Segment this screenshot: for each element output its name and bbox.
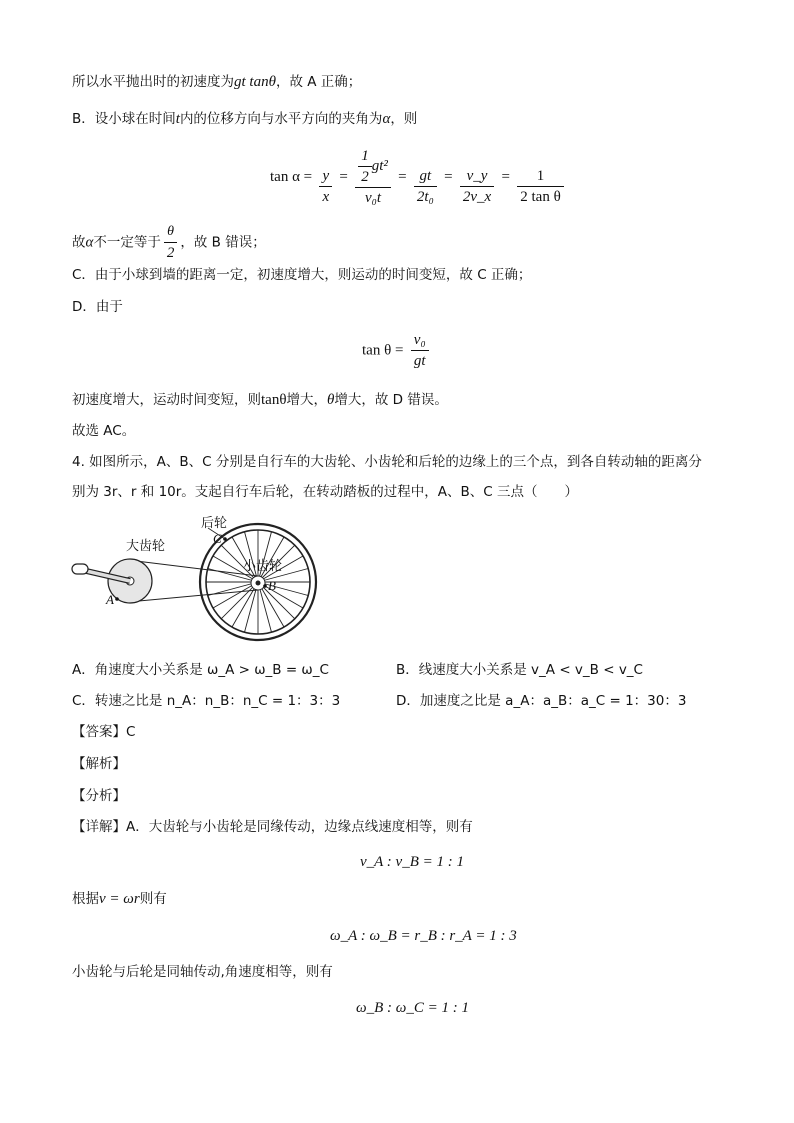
text: ，则 <box>390 111 418 127</box>
gt-squared: gt² <box>371 157 388 174</box>
num <box>355 146 391 188</box>
eq-lhs: tan α = <box>270 169 313 185</box>
text: 所以水平抛出时的初速度为 <box>72 74 234 90</box>
text-line-2 <box>72 109 417 129</box>
num: gt <box>414 166 437 187</box>
den: x <box>322 188 330 205</box>
answer-line <box>72 722 135 742</box>
text: 则有 <box>139 891 167 907</box>
frac-1-over-2tan <box>517 166 564 207</box>
label-rear-wheel: 后轮 <box>201 515 228 530</box>
den: 2 <box>166 245 175 261</box>
question-4-line-1: 4. 如图所示，A、B、C 分别是自行车的大齿轮、小齿轮和后轮的边缘上的三个点，到各自转动轴的距离分 <box>72 454 702 470</box>
option-c: C．转速之比是 n_A：n_B：n_C = 1：3：3 <box>72 693 341 709</box>
num: v₀ <box>411 330 429 351</box>
frac-half <box>358 146 372 187</box>
question-4-line-2: 别为 3r、r 和 10r。支起自行车后轮，在转动踏板的过程中，A、B、C 三点（ ） <box>72 484 579 500</box>
den: gt <box>413 353 426 369</box>
frac-y-x <box>319 166 332 207</box>
den: 2 <box>361 169 369 185</box>
den: 2t₀ <box>416 188 434 205</box>
eq-sign: = <box>339 169 348 185</box>
math-inline: α <box>382 111 391 127</box>
frac-vy-over-2vx <box>460 166 494 207</box>
math-inline: t <box>175 111 180 127</box>
label-point-c: C <box>213 531 222 546</box>
analysis-tag: 【解析】 <box>72 756 126 772</box>
text-line-3 <box>72 222 266 263</box>
label-point-b: B <box>268 578 276 593</box>
eq-sign: = <box>444 169 453 185</box>
num: θ <box>164 222 178 243</box>
text: B．设小球在时间 <box>72 111 176 127</box>
coaxial-line: 小齿轮与后轮是同轴传动,角速度相等，则有 <box>72 964 333 980</box>
den: 2v_x <box>462 188 492 205</box>
equation-omega-ratio: ω_A : ω_B = r_B : r_A = 1 : 3 <box>330 928 517 944</box>
equation-omega-b-c: ω_B : ω_C = 1 : 1 <box>356 1000 469 1016</box>
frac-half-gt2-over-v0t <box>355 146 391 208</box>
fenxi-tag: 【分析】 <box>72 788 126 804</box>
text: ，故 A 正确； <box>275 74 362 90</box>
text-line-7: 故选 AC。 <box>72 423 136 439</box>
answer-tag: 【答案】 <box>72 724 126 740</box>
eq-sign: = <box>501 169 510 185</box>
math-inline: gt tanθ <box>234 74 276 90</box>
bicycle-gear-figure <box>68 512 328 652</box>
frac-gt-over-2t0 <box>414 166 437 207</box>
math-inline: θ <box>327 392 335 408</box>
detail-text: A．大齿轮与小齿轮是同缘传动，边缘点线速度相等，则有 <box>126 819 473 835</box>
num: 1 <box>358 146 372 167</box>
text-line-1 <box>72 72 361 92</box>
detail-line <box>72 817 473 837</box>
num: v_y <box>460 166 494 187</box>
label-small-gear: 小齿轮 <box>243 558 283 573</box>
text: 初速度增大，运动时间变短，则 <box>72 392 261 408</box>
label-point-a: A <box>106 592 114 607</box>
text-line-4: C．由于小球到墙的距离一定，初速度增大，则运动的时间变短，故 C 正确； <box>72 267 532 283</box>
math-inline: α <box>85 234 94 251</box>
text: 根据 <box>72 891 99 907</box>
eq-sign: = <box>398 169 407 185</box>
option-b: B．线速度大小关系是 v_A < v_B < v_C <box>396 662 643 678</box>
basis-line <box>72 889 167 909</box>
math-inline: tanθ <box>261 392 287 408</box>
equation-tan-alpha <box>270 146 567 208</box>
text: 不一定等于 <box>93 234 161 251</box>
text: ，故 B 错误； <box>180 234 266 251</box>
text-line-5: D．由于 <box>72 299 123 315</box>
num: 1 <box>517 166 564 187</box>
option-d: D．加速度之比是 a_A：a_B：a_C = 1：30：3 <box>396 693 687 709</box>
option-a: A．角速度大小关系是 ω_A > ω_B = ω_C <box>72 662 329 678</box>
text: 内的位移方向与水平方向的夹角为 <box>179 111 383 127</box>
math-inline: v = ωr <box>99 891 140 907</box>
text: 增大，故 D 错误。 <box>334 392 448 408</box>
eq-lhs: tan θ = <box>362 342 404 359</box>
detail-tag: 【详解】 <box>72 819 126 835</box>
answer-value: C <box>126 724 136 740</box>
frac-v0-over-gt <box>411 330 429 371</box>
num: y <box>319 166 332 187</box>
equation-tan-theta <box>362 330 432 371</box>
text: 增大， <box>286 392 328 408</box>
text-line-6 <box>72 390 448 410</box>
frac-theta-over-2 <box>164 222 178 263</box>
den: v₀t <box>365 190 382 206</box>
den: 2 tan θ <box>520 188 561 205</box>
label-big-gear: 大齿轮 <box>126 538 166 553</box>
equation-va-vb: v_A : v_B = 1 : 1 <box>360 854 464 870</box>
text: 故 <box>72 234 86 251</box>
